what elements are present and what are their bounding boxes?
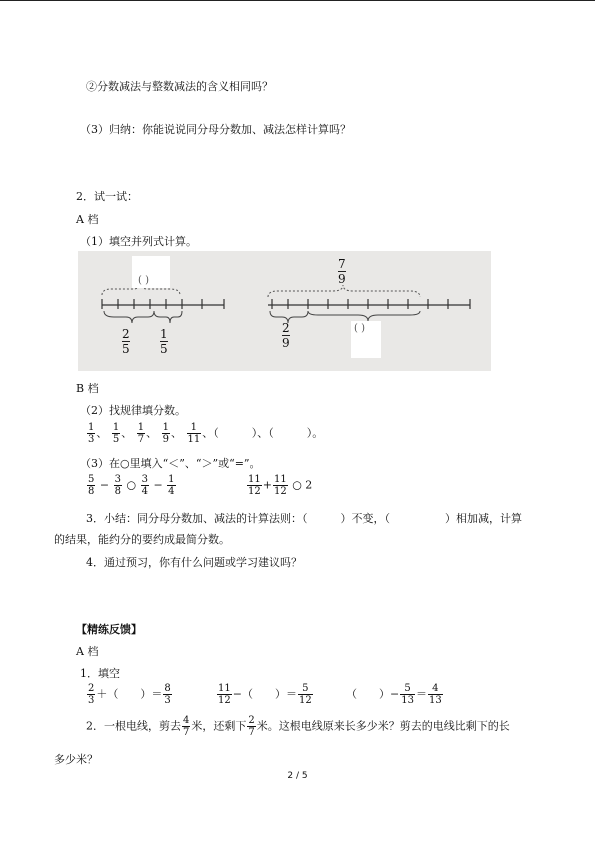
fill-equation-3 — [346, 683, 444, 713]
fill-frac: $\frac{11}{12}$ — [218, 683, 231, 706]
compare-frac: $\frac{11}{12}$ — [273, 474, 287, 497]
fill-frac: $\frac{2}{3}$ — [88, 683, 95, 706]
plus-blank[interactable]: ＋（ ）＝ — [96, 687, 163, 701]
fill-frac: $\frac{5}{13}$ — [401, 683, 414, 706]
fill-frac: $\frac{4}{13}$ — [428, 683, 442, 706]
separator: 、 — [146, 426, 158, 440]
pattern-title-text: （2）找规律填分数。 — [80, 404, 186, 417]
blank-minus[interactable]: （ ）− — [346, 687, 400, 701]
left-fraction-1 — [122, 327, 130, 356]
compare-frac: $\frac{1}{4}$ — [168, 474, 175, 497]
compare-circle[interactable]: ○ — [292, 478, 302, 492]
compare-title: （3）在○里填入“＜”、“＞”或“=”。 — [80, 457, 261, 470]
fill-calc-title: （1）填空并列式计算。 — [80, 235, 197, 248]
wire-text-2: 米，还剩下 — [191, 719, 247, 733]
pattern-tail: 、（ ）、（ ）。 — [202, 426, 324, 440]
fill-title: 1．填空 — [80, 667, 120, 680]
minus-blank[interactable]: −（ ）＝ — [232, 687, 297, 701]
wire-frac-1: $\frac{4}{7}$ — [183, 715, 190, 738]
summary-line-1: 3．小结：同分母分数加、减法的计算法则：（ ）不变，（ ）相加减，计算 — [86, 512, 522, 525]
top-rule — [0, 0, 595, 1]
wire-problem-line-2: 多少米？ — [54, 753, 98, 766]
separator: 、 — [96, 426, 108, 440]
compare-frac: $\frac{5}{8}$ — [88, 474, 95, 497]
pattern-frac: $\frac{1}{9}$ — [162, 422, 169, 445]
fill-frac: $\frac{8}{3}$ — [164, 683, 171, 706]
blank-paren-right: ( ) — [354, 323, 365, 334]
feedback-title: 【精练反馈】 — [76, 623, 142, 636]
pattern-frac: $\frac{1}{3}$ — [88, 422, 95, 445]
level-a-label: A 档 — [76, 213, 99, 226]
pattern-frac: $\frac{1}{5}$ — [112, 422, 120, 445]
equals-sign: ＝ — [415, 687, 427, 701]
right-top-fraction — [338, 257, 346, 286]
number-two: 2 — [305, 478, 313, 492]
numerator: 1 — [160, 327, 168, 341]
preview-question: 4．通过预习，你有什么问题或学习建议吗？ — [86, 556, 302, 569]
denominator: 9 — [338, 272, 346, 286]
fill-equation-2 — [216, 683, 314, 713]
compare-frac: $\frac{3}{4}$ — [141, 474, 148, 497]
fill-frac: $\frac{5}{12}$ — [298, 683, 312, 706]
question-summary: （3）归纳：你能说说同分母分数加、减法怎样计算吗？ — [80, 123, 351, 136]
compare-frac: $\frac{11}{12}$ — [248, 474, 261, 497]
numerator: 2 — [282, 321, 290, 335]
numerator: 7 — [338, 257, 346, 271]
wire-frac-2: $\frac{2}{7}$ — [248, 715, 255, 738]
summary-line-2: 的结果，能约分的要约成最简分数。 — [54, 533, 230, 546]
compare-circle[interactable]: ○ — [126, 478, 137, 492]
fill-equation-1 — [86, 683, 173, 713]
wire-text-3: 米。这根电线原来长多少米？剪去的电线比剩下的长 — [256, 719, 510, 733]
question-compare: ②分数减法与整数减法的含义相同吗？ — [86, 80, 273, 93]
level-b-label: B 档 — [76, 382, 99, 395]
separator: 、 — [171, 426, 182, 440]
separator: 、 — [121, 426, 133, 440]
feedback-level-a: A 档 — [76, 645, 99, 658]
denominator: 9 — [282, 336, 290, 350]
denominator: 5 — [160, 342, 168, 356]
try-title: 2．试一试： — [76, 190, 138, 203]
compare-frac: $\frac{3}{8}$ — [114, 474, 121, 497]
page-number: 2 / 5 — [287, 771, 308, 781]
plus-sign: + — [262, 478, 272, 492]
denominator: 5 — [122, 342, 130, 356]
number-line-photo — [78, 251, 491, 371]
pattern-frac: $\frac{1}{7}$ — [137, 422, 145, 445]
numerator: 2 — [122, 327, 130, 341]
wire-text-1: 2．一根电线，剪去 — [86, 719, 181, 733]
minus-sign: − — [153, 478, 163, 492]
pattern-frac: $\frac{1}{11}$ — [187, 422, 201, 445]
blank-paren-left: ( ) — [138, 275, 149, 286]
compare-row-2 — [246, 474, 312, 504]
right-bottom-fraction — [282, 321, 290, 350]
left-fraction-2 — [160, 327, 168, 356]
pattern-row — [86, 422, 323, 452]
minus-sign: − — [99, 478, 110, 492]
wire-problem-line-1 — [86, 715, 510, 745]
compare-row-1 — [86, 474, 177, 504]
